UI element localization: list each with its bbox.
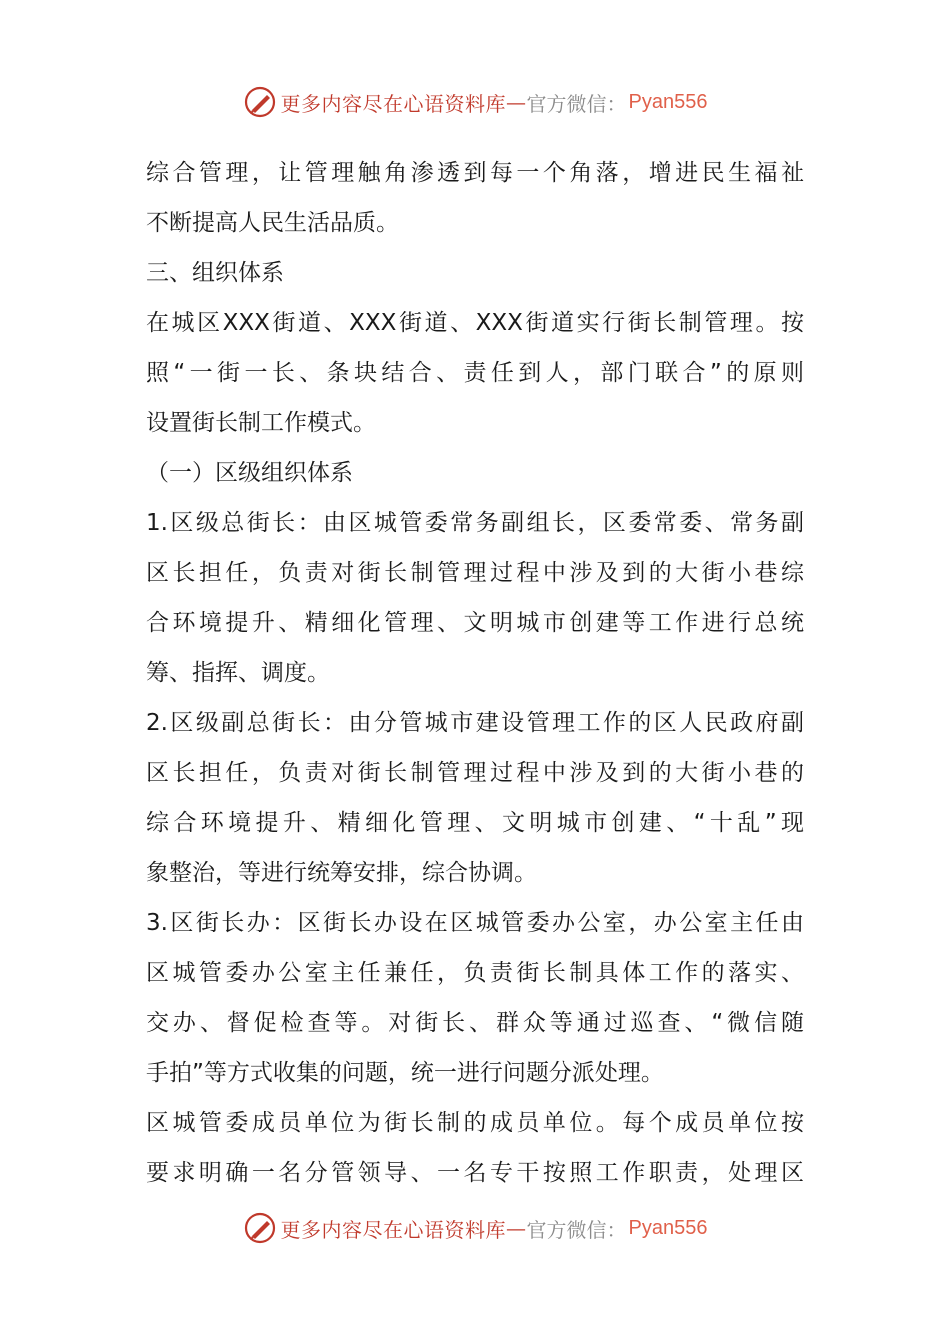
watermark-wechat-id: Pyan556 (628, 90, 708, 113)
text-line: 区城管委成员单位为街长制的成员单位。每个成员单位按 (146, 1110, 804, 1136)
pen-logo-icon (243, 85, 277, 119)
text-line: 区城管委办公室主任兼任，负责街长制具体工作的落实、 (146, 960, 804, 986)
text-line: 不断提高人民生活品质。 (146, 210, 399, 236)
text-line: 交办、督促检查等。对街长、群众等通过巡查、“微信随 (146, 1010, 804, 1036)
text-line: 筹、指挥、调度。 (146, 660, 330, 686)
header-watermark (0, 82, 950, 122)
text-line: 照“一街一长、条块结合、责任到人，部门联合”的原则 (146, 360, 804, 386)
watermark-official-label: 官方微信： (526, 1217, 627, 1242)
text-line: 合环境提升、精细化管理、文明城市创建等工作进行总统 (146, 610, 804, 636)
text-line: 象整治，等进行统筹安排，综合协调。 (146, 860, 537, 886)
text-line: 2.区级副总街长：由分管城市建设管理工作的区人民政府副 (146, 710, 804, 736)
pen-logo-icon (243, 1211, 277, 1245)
text-line: 综合环境提升、精细化管理、文明城市创建、“十乱”现 (146, 810, 804, 836)
text-line: 设置街长制工作模式。 (146, 410, 376, 436)
text-line: 1.区级总街长：由区城管委常务副组长，区委常委、常务副 (146, 510, 804, 536)
text-line: 在城区XXX街道、XXX街道、XXX街道实行街长制管理。按 (146, 310, 804, 336)
footer-watermark (0, 1208, 950, 1248)
text-line: （一）区级组织体系 (146, 460, 353, 486)
watermark-wechat-id: Pyan556 (628, 1216, 708, 1239)
text-line: 要求明确一名分管领导、一名专干按照工作职责，处理区 (146, 1160, 804, 1186)
watermark-official-label: 官方微信： (526, 91, 627, 116)
watermark-main-text: 更多内容尽在心语资料库 (280, 91, 507, 116)
text-line: 综合管理，让管理触角渗透到每一个角落，增进民生福祉 (146, 160, 804, 186)
text-line: 区长担任，负责对街长制管理过程中涉及到的大街小巷的 (146, 760, 804, 786)
text-line: 三、组织体系 (146, 260, 284, 286)
watermark-dash: — (506, 90, 527, 114)
text-line: 手拍”等方式收集的问题，统一进行问题分派处理。 (146, 1060, 664, 1086)
watermark-dash: — (506, 1216, 527, 1240)
watermark-main-text: 更多内容尽在心语资料库 (280, 1217, 507, 1242)
document-body (146, 148, 804, 1198)
text-line: 区长担任，负责对街长制管理过程中涉及到的大街小巷综 (146, 560, 804, 586)
text-line: 3.区街长办：区街长办设在区城管委办公室，办公室主任由 (146, 910, 804, 936)
